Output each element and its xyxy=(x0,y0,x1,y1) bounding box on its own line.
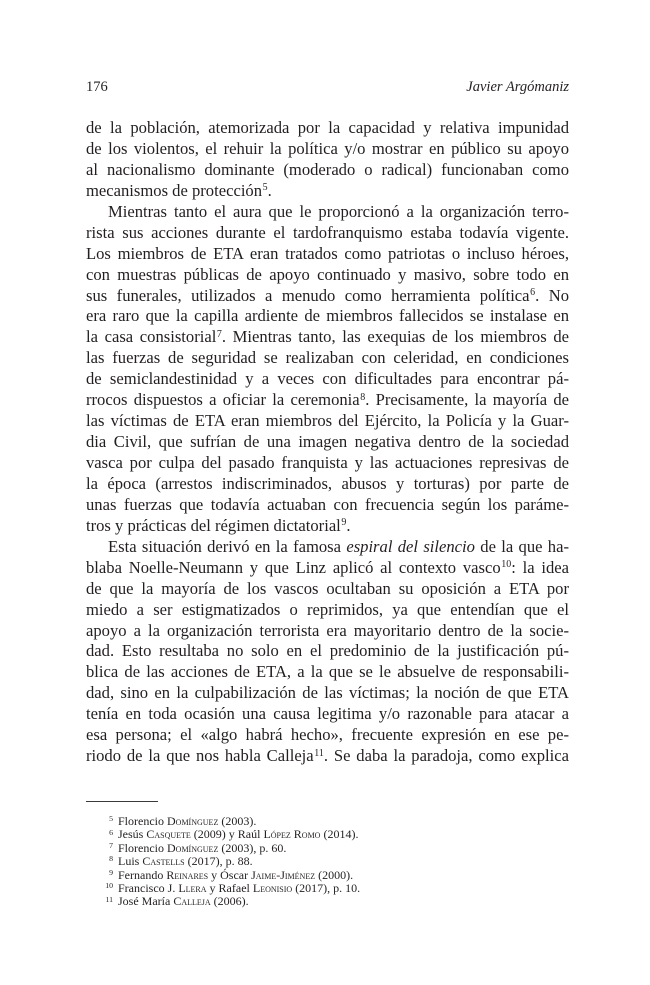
text-line xyxy=(86,683,569,704)
text-line xyxy=(86,432,569,453)
text-run: . xyxy=(346,515,351,535)
footnote-number-slot xyxy=(86,827,113,837)
text-run: dad. Esto resultaba no solo en el predominio de la justificación pú- xyxy=(86,641,569,661)
footnote-reference: 5 xyxy=(262,182,268,194)
text-line xyxy=(86,306,569,327)
author-surname: Domínguez xyxy=(167,840,219,855)
text-line xyxy=(86,160,569,181)
text-run: miedo a ser estigmatizados o reprimidos, ya que entendían que el xyxy=(86,599,569,619)
footnote-text: José María xyxy=(118,894,174,909)
footnotes xyxy=(86,815,569,909)
footnote-text: Francisco J. xyxy=(118,881,179,896)
text-line xyxy=(86,411,569,432)
text-line xyxy=(86,118,569,139)
text-run: sus funerales, utilizados a menudo como herramienta política xyxy=(86,285,530,305)
footnote xyxy=(86,828,569,841)
text-run: dia Civil, que sufrían de una imagen negativa dentro de la sociedad xyxy=(86,432,569,452)
author-surname: López Romo xyxy=(263,827,321,842)
text-line xyxy=(86,474,569,495)
text-run: la casa consistorial xyxy=(86,327,217,347)
footnote-number: 9 xyxy=(109,867,113,877)
author-surname: Jaime-Jiménez xyxy=(251,867,316,882)
text-run: . No xyxy=(535,285,570,305)
author-surname: Leonisio xyxy=(252,881,293,896)
text-line xyxy=(86,202,569,223)
text-run: mecanismos de protección xyxy=(86,180,263,200)
text-run: . Se daba la paradoja, como explica xyxy=(323,746,570,766)
footnote-reference: 10 xyxy=(501,559,512,571)
text-run: riodo de la que nos habla Calleja xyxy=(86,746,314,766)
footnote-reference: 8 xyxy=(360,391,366,403)
body-text xyxy=(86,118,569,767)
text-run: apoyo a la organización terrorista era mayoritario dentro de la socie- xyxy=(86,620,569,640)
text-run: blaba Noelle-Neumann y que Linz aplicó al contexto vasco xyxy=(86,557,501,577)
text-run: esa persona; el «algo habrá hecho», frecuente expresión en ese pe- xyxy=(86,725,569,745)
text-run: dad, sino en la culpabilización de las víctimas; la noción de que ETA xyxy=(86,683,569,703)
footnote-text: y Rafael xyxy=(206,881,253,896)
text-run: al nacionalismo dominante (moderado o radical) funcionaban como xyxy=(86,159,569,179)
text-line xyxy=(86,244,569,265)
running-head-author: Javier Argómaniz xyxy=(466,79,569,95)
footnote-reference: 6 xyxy=(530,287,536,299)
footnote-text: Florencio xyxy=(118,814,167,828)
footnote xyxy=(86,869,569,882)
author-surname: Llera xyxy=(178,881,207,896)
footnote-separator xyxy=(86,801,158,802)
text-line xyxy=(86,495,569,516)
italic-term: espiral del silencio xyxy=(346,536,475,556)
footnote xyxy=(86,855,569,868)
footnote-number-slot xyxy=(86,894,113,904)
footnote-text: (2006). xyxy=(210,894,249,909)
text-run: con muestras públicas de apoyo continuado y masivo, sobre todo en xyxy=(86,264,569,284)
footnote-number: 10 xyxy=(105,881,113,891)
text-line xyxy=(86,662,569,683)
footnote-number-slot xyxy=(86,840,113,850)
text-run: Esta situación derivó en la famosa xyxy=(108,536,347,556)
footnote-number: 7 xyxy=(109,840,113,850)
text-line xyxy=(86,348,569,369)
footnote-text: (2003). xyxy=(218,814,257,828)
text-run: vasca por culpa del pasado franquista y las actuaciones represivas de xyxy=(86,453,569,472)
text-line xyxy=(86,704,569,725)
footnote xyxy=(86,895,569,908)
footnote-number: 6 xyxy=(109,827,113,837)
footnote xyxy=(86,882,569,895)
footnote-text: (2009) y Raúl xyxy=(190,827,264,842)
footnote-reference: 11 xyxy=(314,747,324,759)
text-run: Mientras tanto el aura que le proporcionó a la organización terro- xyxy=(108,201,569,221)
text-run: rrocos dispuestos a oficiar la ceremonia xyxy=(86,390,360,410)
footnote-number-slot xyxy=(86,881,113,891)
author-surname: Castells xyxy=(142,854,185,869)
text-line xyxy=(86,223,569,244)
text-line xyxy=(86,558,569,579)
footnote-number-slot xyxy=(86,854,113,864)
footnote-text: (2014). xyxy=(320,827,359,842)
footnote-number: 8 xyxy=(109,854,113,864)
text-run: blica de las acciones de ETA, a la que se le absuelve de responsabili- xyxy=(86,662,569,682)
text-line xyxy=(86,579,569,600)
text-line xyxy=(86,181,569,202)
text-line xyxy=(86,327,569,348)
text-line xyxy=(86,725,569,746)
footnote xyxy=(86,815,569,828)
footnote-reference: 7 xyxy=(216,328,222,340)
footnote-text: (2003), p. 60. xyxy=(218,840,287,855)
footnote-text: (2017), p. 88. xyxy=(184,854,253,869)
text-run: las fuerzas de seguridad se realizaban con celeridad, en condiciones xyxy=(86,348,569,368)
text-run: tenía en toda ocasión una causa legitima y/o razonable para atacar a xyxy=(86,704,569,724)
text-line xyxy=(86,537,569,558)
text-run: de los violentos, el rehuir la política y/o mostrar en público su apoyo xyxy=(86,138,569,158)
footnote-text: (2000). xyxy=(315,867,354,882)
text-run: Los miembros de ETA eran tratados como patriotas o incluso héroes, xyxy=(86,243,569,263)
running-header xyxy=(86,78,569,96)
footnote-text: Fernando xyxy=(118,867,167,882)
text-line xyxy=(86,621,569,642)
footnote-number: 11 xyxy=(105,894,113,904)
footnote-number-slot xyxy=(86,814,113,824)
footnote-number-slot xyxy=(86,867,113,877)
footnote-text: (2017), p. 10. xyxy=(292,881,361,896)
footnote-number: 5 xyxy=(109,814,113,824)
author-surname: Casquete xyxy=(146,827,191,842)
footnote-text: Florencio xyxy=(118,840,167,855)
footnote xyxy=(86,842,569,855)
page-number: 176 xyxy=(86,79,108,95)
text-line xyxy=(86,453,569,474)
paragraph xyxy=(86,118,569,202)
text-run: las víctimas de ETA eran miembros del Ejército, la Policía y la Guar- xyxy=(86,411,569,431)
text-run: . xyxy=(267,180,272,200)
text-run: de la que ha- xyxy=(474,536,569,556)
text-run: la época (arrestos indiscriminados, abusos y torturas) por parte de xyxy=(86,473,569,493)
text-line xyxy=(86,265,569,286)
text-line xyxy=(86,641,569,662)
paragraph xyxy=(86,537,569,767)
footnote-reference: 9 xyxy=(341,517,347,529)
text-run: . Precisamente, la mayoría de xyxy=(365,390,570,410)
text-run: de que la mayoría de los vascos ocultaban su oposición a ETA por xyxy=(86,578,569,598)
text-line xyxy=(86,286,569,307)
text-run: de semiclandestinidad y a veces con dificultades para encontrar pá- xyxy=(86,369,569,389)
footnote-text: Jesús xyxy=(118,827,147,842)
text-run: . Mientras tanto, las exequias de los miembros de xyxy=(221,327,569,347)
text-line xyxy=(86,746,569,767)
author-surname: Calleja xyxy=(173,894,211,909)
text-line xyxy=(86,600,569,621)
author-surname: Domínguez xyxy=(167,814,219,828)
text-run: rista sus acciones durante el tardofranquismo estaba todavía vigente. xyxy=(86,222,569,242)
text-run: tros y prácticas del régimen dictatorial xyxy=(86,515,341,535)
author-surname: Reinares xyxy=(166,867,209,882)
text-run: unas fuerzas que todavía actuaban con frecuencia según los paráme- xyxy=(86,494,569,514)
text-line xyxy=(86,139,569,160)
text-line xyxy=(86,390,569,411)
text-run: : la idea xyxy=(511,557,569,577)
paragraph xyxy=(86,202,569,537)
footnote-text: Luis xyxy=(118,854,143,869)
text-line xyxy=(86,369,569,390)
text-run: de la población, atemorizada por la capacidad y relativa impunidad xyxy=(86,118,569,137)
text-run: era raro que la capilla ardiente de miembros fallecidos se instalase en xyxy=(86,306,569,326)
footnote-text: y Óscar xyxy=(208,867,252,882)
text-line xyxy=(86,516,569,537)
